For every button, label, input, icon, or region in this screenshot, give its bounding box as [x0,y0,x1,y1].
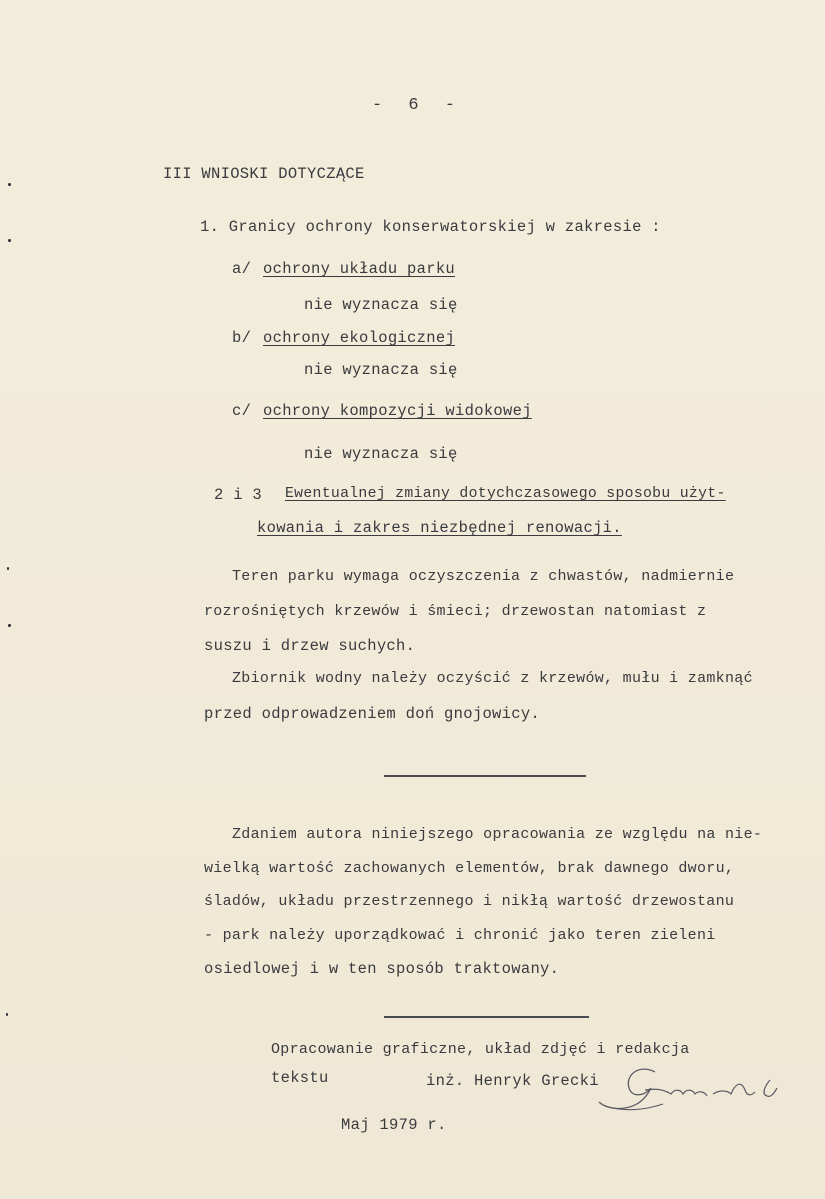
conclusion-line1: Zdaniem autora niniejszego opracowania ze względu na nie- [232,826,763,843]
credits-line1: Opracowanie graficzne, układ zdjęć i redakcja [271,1041,690,1058]
sub-a-title: ochrony układu parku [263,260,456,278]
date: Maj 1979 r. [341,1116,447,1134]
sub-a-prefix: a/ [232,260,252,278]
conclusion-line2: wielką wartość zachowanych elementów, brak dawnego dworu, [204,860,735,877]
para1-line3: suszu i drzew suchych. [204,637,416,655]
conclusion-line4: - park należy uporządkować i chronić jako teren zieleni [204,927,716,944]
divider-1 [384,775,586,777]
sub-c-value: nie wyznacza się [304,445,458,463]
divider-2 [384,1016,589,1018]
sub-b-value: nie wyznacza się [304,361,458,379]
margin-mark-4 [8,624,11,627]
sub-c-prefix: c/ [232,402,252,420]
credits-line2: tekstu [271,1069,329,1087]
item1-label: 1. Granicy ochrony konserwatorskiej w zakresie : [200,218,661,236]
margin-mark-1 [8,183,11,186]
item23-prefix: 2 i 3 [214,486,263,504]
margin-mark-2 [8,239,11,242]
para1-line1: Teren parku wymaga oczyszczenia z chwastów, nadmiernie [232,568,735,585]
sub-b-prefix: b/ [232,329,252,347]
para2-line1: Zbiornik wodny należy oczyścić z krzewów, mułu i zamknąć [232,670,753,687]
sub-b-title: ochrony ekologicznej [263,329,456,347]
conclusion-line5: osiedlowej i w ten sposób traktowany. [204,960,560,978]
item23-title-line2: kowania i zakres niezbędnej renowacji. [257,519,622,537]
sub-c-title: ochrony kompozycji widokowej [263,402,532,420]
handwritten-signature [585,1060,800,1120]
item23-title-line1: Ewentualnej zmiany dotychczasowego sposobu użyt- [285,486,726,502]
credits-author: inż. Henryk Grecki [426,1072,599,1090]
margin-mark-3 [7,567,9,570]
section-heading: III WNIOSKI DOTYCZĄCE [163,165,365,183]
conclusion-line3: śladów, układu przestrzennego i nikłą wartość drzewostanu [204,893,735,910]
sub-a-value: nie wyznacza się [304,296,458,314]
page-number: - 6 - [372,96,464,115]
para1-line2: rozrośniętych krzewów i śmieci; drzewostan natomiast z [204,603,707,620]
para2-line2: przed odprowadzeniem doń gnojowicy. [204,705,541,723]
margin-mark-5 [6,1013,8,1016]
